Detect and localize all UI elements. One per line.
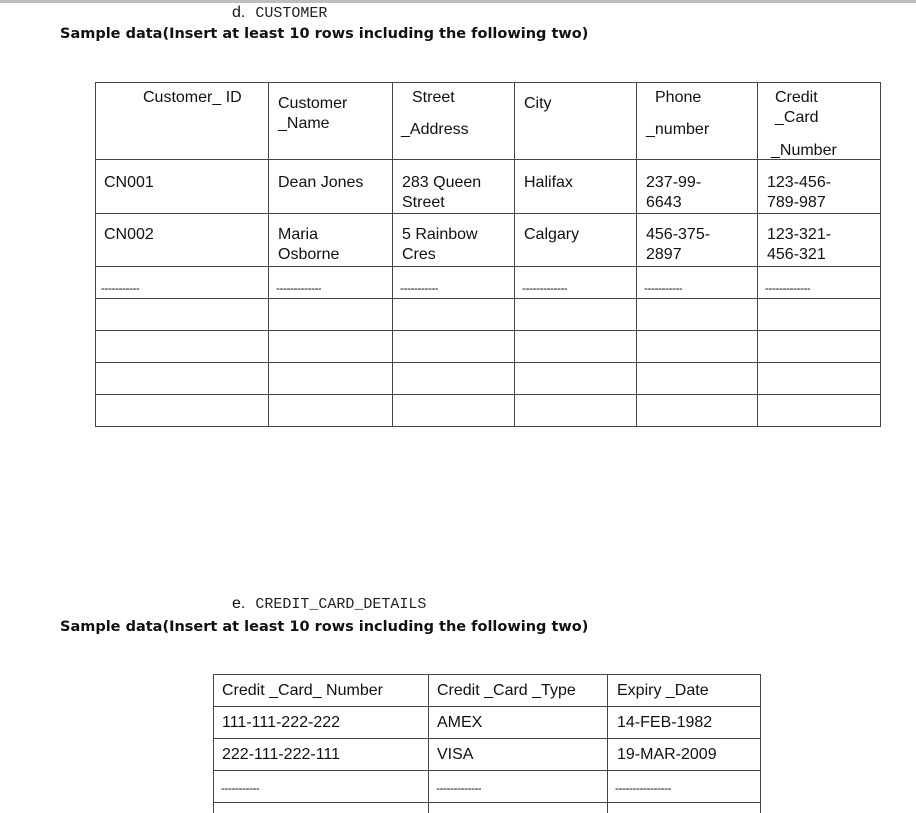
header-street: Street (412, 89, 455, 106)
table-cell: Calgary (524, 226, 580, 243)
section-d-table-name: CUSTOMER (255, 5, 328, 22)
section-e-table-name: CREDIT_CARD_DETAILS (255, 596, 427, 613)
table-cell: 456-375- 2897 (646, 226, 711, 263)
table-cell: 111-111-222-222 (222, 714, 341, 731)
table-cell: AMEX (437, 714, 483, 731)
table-cell: Dean Jones (278, 174, 364, 191)
placeholder-dashes: ------------- (765, 282, 811, 294)
page-top-rule (0, 0, 916, 3)
header-credit-card-number: Credit _Card_ Number (222, 682, 383, 699)
header-credit-card: Credit _Card (775, 89, 819, 126)
section-d-caption: Sample data(Insert at least 10 rows including the following two) (60, 26, 589, 42)
header-number: _number (646, 121, 710, 138)
header-credit-number: _Number (771, 142, 837, 159)
section-e-letter: e. (232, 595, 246, 612)
header-city: City (524, 95, 552, 112)
header-expiry-date: Expiry _Date (617, 682, 709, 699)
table-cell: VISA (437, 746, 474, 763)
customer-table (95, 82, 881, 427)
table-cell: 19-MAR-2009 (617, 746, 717, 763)
header-address: _Address (401, 121, 469, 138)
table-cell: 283 Queen Street (402, 174, 482, 211)
placeholder-dashes: ----------- (221, 782, 260, 794)
header-credit-card-type: Credit _Card _Type (437, 682, 576, 699)
table-cell: Maria Osborne (278, 226, 340, 263)
section-e-heading (232, 595, 426, 613)
header-customer-id: Customer_ ID (143, 89, 242, 106)
table-cell: 123-456- 789-987 (767, 174, 832, 211)
table-cell: Halifax (524, 174, 573, 191)
placeholder-dashes: ------------- (276, 282, 322, 294)
placeholder-dashes: ---------------- (615, 782, 671, 794)
credit-card-table (213, 674, 761, 813)
table-cell: 237-99- 6643 (646, 174, 702, 211)
placeholder-dashes: ----------- (101, 282, 140, 294)
placeholder-dashes: ----------- (400, 282, 439, 294)
table-cell: 14-FEB-1982 (617, 714, 713, 731)
table-cell: 5 Rainbow Cres (402, 226, 478, 263)
table-cell: 222-111-222-111 (222, 746, 341, 763)
section-d-letter: d. (232, 4, 246, 21)
section-e-caption: Sample data(Insert at least 10 rows including the following two) (60, 619, 589, 635)
placeholder-dashes: ------------- (522, 282, 568, 294)
placeholder-dashes: ------------- (436, 782, 482, 794)
table-cell: 123-321- 456-321 (767, 226, 832, 263)
table-cell: CN001 (104, 174, 154, 191)
section-d-heading (232, 4, 327, 22)
placeholder-dashes: ----------- (644, 282, 683, 294)
header-phone: Phone (655, 89, 702, 106)
table-cell: CN002 (104, 226, 154, 243)
header-customer-name: Customer _Name (278, 95, 348, 132)
